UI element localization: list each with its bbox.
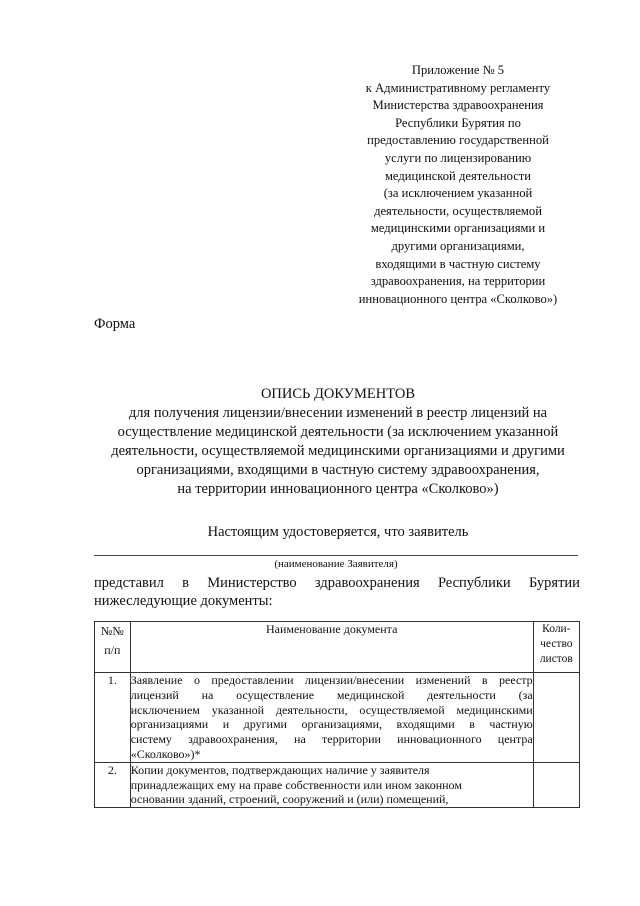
row-text-line: Заявление о предоставлении лицензии/внесении изменений в реестр xyxy=(130,673,533,687)
appendix-line: инновационного центра «Сколково») xyxy=(358,291,558,306)
row-text-line: Копии документов, подтверждающих наличие у заявителя xyxy=(130,762,430,777)
row-number: 1. xyxy=(95,673,131,763)
header-qty-line: листов xyxy=(539,653,573,665)
presented-word: здравоохранения xyxy=(314,575,420,591)
row-number: 2. xyxy=(95,762,131,807)
row-text-line: принадлежащих ему на праве собственности или ином законном xyxy=(130,777,462,792)
presented-word: в xyxy=(182,575,189,591)
appendix-line: входящими в частную систему xyxy=(375,256,541,271)
title-line: деятельности, осуществляемой медицинскими организациями и другими xyxy=(111,443,565,459)
appendix-line: (за исключением указанной xyxy=(383,186,533,201)
row-document-name xyxy=(130,673,533,763)
presented-word: Бурятии xyxy=(528,575,580,591)
applicant-caption: (наименование Заявителя) xyxy=(274,558,398,570)
applicant-name-line xyxy=(94,555,578,556)
presented-line-1 xyxy=(94,574,580,592)
form-label: Форма xyxy=(94,316,136,332)
row-text-line: систему здравоохранения, на территории инновационного центра xyxy=(130,732,533,747)
title-heading: ОПИСЬ ДОКУМЕНТОВ xyxy=(260,386,416,402)
header-document-name: Наименование документа xyxy=(130,622,533,673)
appendix-line: услуги по лицензированию xyxy=(384,150,532,165)
documents-table xyxy=(94,621,580,808)
row-text-line: лицензий на осуществление медицинской деятельности (за xyxy=(130,687,533,702)
header-number-line: №№ xyxy=(100,624,124,638)
presented-word: представил xyxy=(94,575,164,591)
header-sheet-count xyxy=(533,622,579,673)
row-text-line: «Сколково»)* xyxy=(130,746,201,761)
row-text-line: исключением указанной деятельности, осуществляемой медицинскими xyxy=(130,702,533,717)
row-text-line: организациями и другими организациями, входящими в частную xyxy=(130,717,533,732)
presented-statement xyxy=(94,574,580,610)
header-qty-line: Коли- xyxy=(542,623,571,635)
document-title xyxy=(88,385,588,499)
certify-statement: Настоящим удостоверяется, что заявитель xyxy=(207,524,469,540)
header-qty-line: чество xyxy=(540,638,573,650)
appendix-line: предоставлению государственной xyxy=(367,133,549,148)
row-document-name xyxy=(130,762,533,807)
row-sheet-count xyxy=(533,673,579,763)
header-number-line: п/п xyxy=(104,643,121,657)
appendix-line: Приложение № 5 xyxy=(411,63,505,77)
appendix-line: к Административному регламенту xyxy=(365,80,551,95)
appendix-line: деятельности, осуществляемой xyxy=(374,203,542,218)
presented-line-2: нижеследующие документы: xyxy=(94,593,273,609)
title-line: организациями, входящими в частную систему здравоохранения, xyxy=(136,462,540,478)
title-line: на территории инновационного центра «Сколково») xyxy=(177,481,499,497)
row-text-line: основании зданий, строений, сооружений и (или) помещений, xyxy=(130,792,449,807)
header-number xyxy=(95,622,131,673)
appendix-line: медицинскими организациями и xyxy=(370,221,546,236)
table-row xyxy=(95,762,580,807)
appendix-block xyxy=(352,62,564,308)
appendix-line: Министерства здравоохранения xyxy=(372,98,544,113)
appendix-line: здравоохранения, на территории xyxy=(370,274,546,289)
row-sheet-count xyxy=(533,762,579,807)
title-line: осуществление медицинской деятельности (за исключением указанной xyxy=(117,424,559,440)
table-header-row xyxy=(95,622,580,673)
appendix-line: Республики Бурятия по xyxy=(395,115,521,130)
presented-word: Министерство xyxy=(207,575,297,591)
title-line: для получения лицензии/внесении изменений в реестр лицензий на xyxy=(128,405,548,421)
table-row xyxy=(95,673,580,763)
presented-word: Республики xyxy=(437,575,511,591)
appendix-line: другими организациями, xyxy=(391,238,525,253)
appendix-line: медицинской деятельности xyxy=(384,168,532,183)
